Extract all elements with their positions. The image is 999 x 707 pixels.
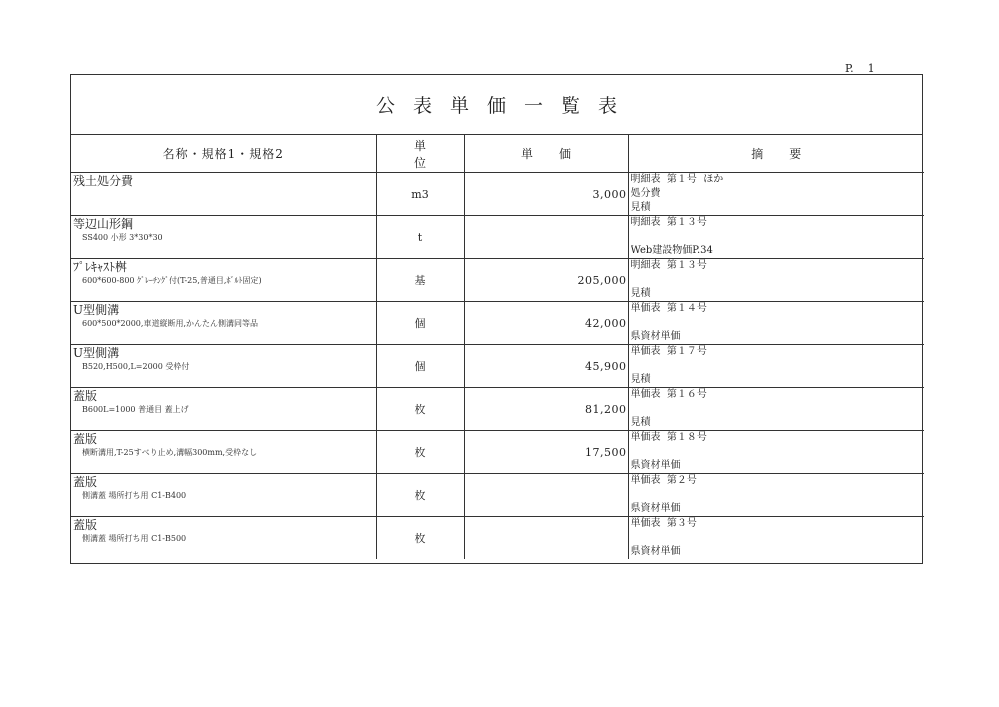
header-name: 名称・規格1・規格2 <box>71 135 376 173</box>
price-cell: 81,200 <box>464 388 628 431</box>
item-name: 蓋版 <box>73 518 98 532</box>
unit-cell: t <box>376 216 464 259</box>
note-line <box>631 359 925 373</box>
item-cell <box>71 517 376 560</box>
price-cell: 205,000 <box>464 259 628 302</box>
notes-cell <box>628 388 924 431</box>
item-cell <box>71 431 376 474</box>
notes-cell <box>628 517 924 560</box>
notes-cell <box>628 173 924 216</box>
note-line: 単価表 第１６号 <box>630 389 707 400</box>
item-name: ﾌﾟﾚｷｬｽﾄ桝 <box>73 260 128 274</box>
note-line: 単価表 第３号 <box>630 518 697 529</box>
unit-cell: 個 <box>376 345 464 388</box>
note-line <box>631 488 925 502</box>
note-line: Web建設物価P.34 <box>630 245 713 256</box>
price-cell: 3,000 <box>464 173 628 216</box>
price-cell: 17,500 <box>464 431 628 474</box>
unit-cell: m3 <box>376 173 464 216</box>
notes-cell <box>628 474 924 517</box>
item-name: 蓋版 <box>73 475 98 489</box>
note-line: 明細表 第１３号 <box>630 217 707 228</box>
item-spec: 横断溝用,T-25すべり止め,溝幅300mm,受枠なし <box>82 448 258 457</box>
price-cell: 45,900 <box>464 345 628 388</box>
item-name: 蓋版 <box>73 389 98 403</box>
price-cell: 42,000 <box>464 302 628 345</box>
table-row <box>71 345 924 388</box>
table-row <box>71 517 924 560</box>
title-box <box>71 75 922 135</box>
header-row <box>71 135 924 173</box>
table-body <box>71 173 924 560</box>
note-line: 明細表 第１号 ほか <box>630 174 724 185</box>
table-row <box>71 474 924 517</box>
page-number: P. 1 <box>845 62 875 75</box>
item-spec: 側溝蓋 場所打ち用 C1-B400 <box>82 491 187 500</box>
table-row <box>71 216 924 259</box>
price-cell <box>464 517 628 560</box>
table-row <box>71 302 924 345</box>
header-unit: 単位 <box>376 135 464 173</box>
notes-cell <box>628 216 924 259</box>
note-line <box>631 531 925 545</box>
note-line <box>631 316 925 330</box>
unit-cell: 枚 <box>376 431 464 474</box>
note-line: 県資材単価 <box>630 546 681 557</box>
notes-cell <box>628 302 924 345</box>
note-line: 処分費 <box>630 188 661 199</box>
table-row <box>71 431 924 474</box>
notes-cell <box>628 345 924 388</box>
header-price: 単価 <box>464 135 628 173</box>
unit-cell: 枚 <box>376 388 464 431</box>
note-line: 単価表 第１７号 <box>630 346 707 357</box>
item-spec: SS400 小形 3*30*30 <box>82 233 163 242</box>
table-row <box>71 388 924 431</box>
item-name: 蓋版 <box>73 432 98 446</box>
note-line: 見積 <box>630 374 651 385</box>
item-cell <box>71 302 376 345</box>
table-row <box>71 173 924 216</box>
unit-cell: 個 <box>376 302 464 345</box>
item-name: 残土処分費 <box>73 174 134 188</box>
price-cell <box>464 474 628 517</box>
item-cell <box>71 173 376 216</box>
note-line <box>631 230 925 244</box>
item-spec: 600*500*2000,車道縦断用,かんたん側溝同等品 <box>82 319 258 328</box>
notes-cell <box>628 431 924 474</box>
note-line: 県資材単価 <box>630 460 681 471</box>
item-cell <box>71 345 376 388</box>
page-title: 公表単価一覧表 <box>375 95 635 117</box>
item-name: 等辺山形鋼 <box>73 217 134 231</box>
item-cell <box>71 388 376 431</box>
note-line: 単価表 第１８号 <box>630 432 707 443</box>
item-cell <box>71 259 376 302</box>
item-spec: 側溝蓋 場所打ち用 C1-B500 <box>82 534 187 543</box>
item-cell <box>71 474 376 517</box>
item-name: U型側溝 <box>73 346 120 360</box>
header-notes: 摘要 <box>628 135 924 173</box>
item-cell <box>71 216 376 259</box>
unit-cell: 基 <box>376 259 464 302</box>
note-line <box>631 402 925 416</box>
note-line: 県資材単価 <box>630 331 681 342</box>
item-name: U型側溝 <box>73 303 120 317</box>
item-spec: B600L=1000 普通目 蓋上げ <box>82 405 189 414</box>
note-line: 県資材単価 <box>630 503 681 514</box>
table-row <box>71 259 924 302</box>
notes-cell <box>628 259 924 302</box>
note-line <box>631 445 925 459</box>
note-line: 見積 <box>630 288 651 299</box>
note-line: 明細表 第１３号 <box>630 260 707 271</box>
note-line <box>631 273 925 287</box>
note-line: 単価表 第１４号 <box>630 303 707 314</box>
unit-cell: 枚 <box>376 474 464 517</box>
unit-cell: 枚 <box>376 517 464 560</box>
price-table <box>71 135 924 559</box>
price-list-frame <box>70 74 923 564</box>
item-spec: B520,H500,L=2000 受枠付 <box>82 362 190 371</box>
note-line: 見積 <box>630 417 651 428</box>
note-line: 単価表 第２号 <box>630 475 697 486</box>
item-spec: 600*600-800 ｸﾞﾚｰﾁﾝｸﾞ付(T-25,普通目,ﾎﾞﾙﾄ固定) <box>82 276 262 285</box>
note-line: 見積 <box>630 202 651 213</box>
price-cell <box>464 216 628 259</box>
